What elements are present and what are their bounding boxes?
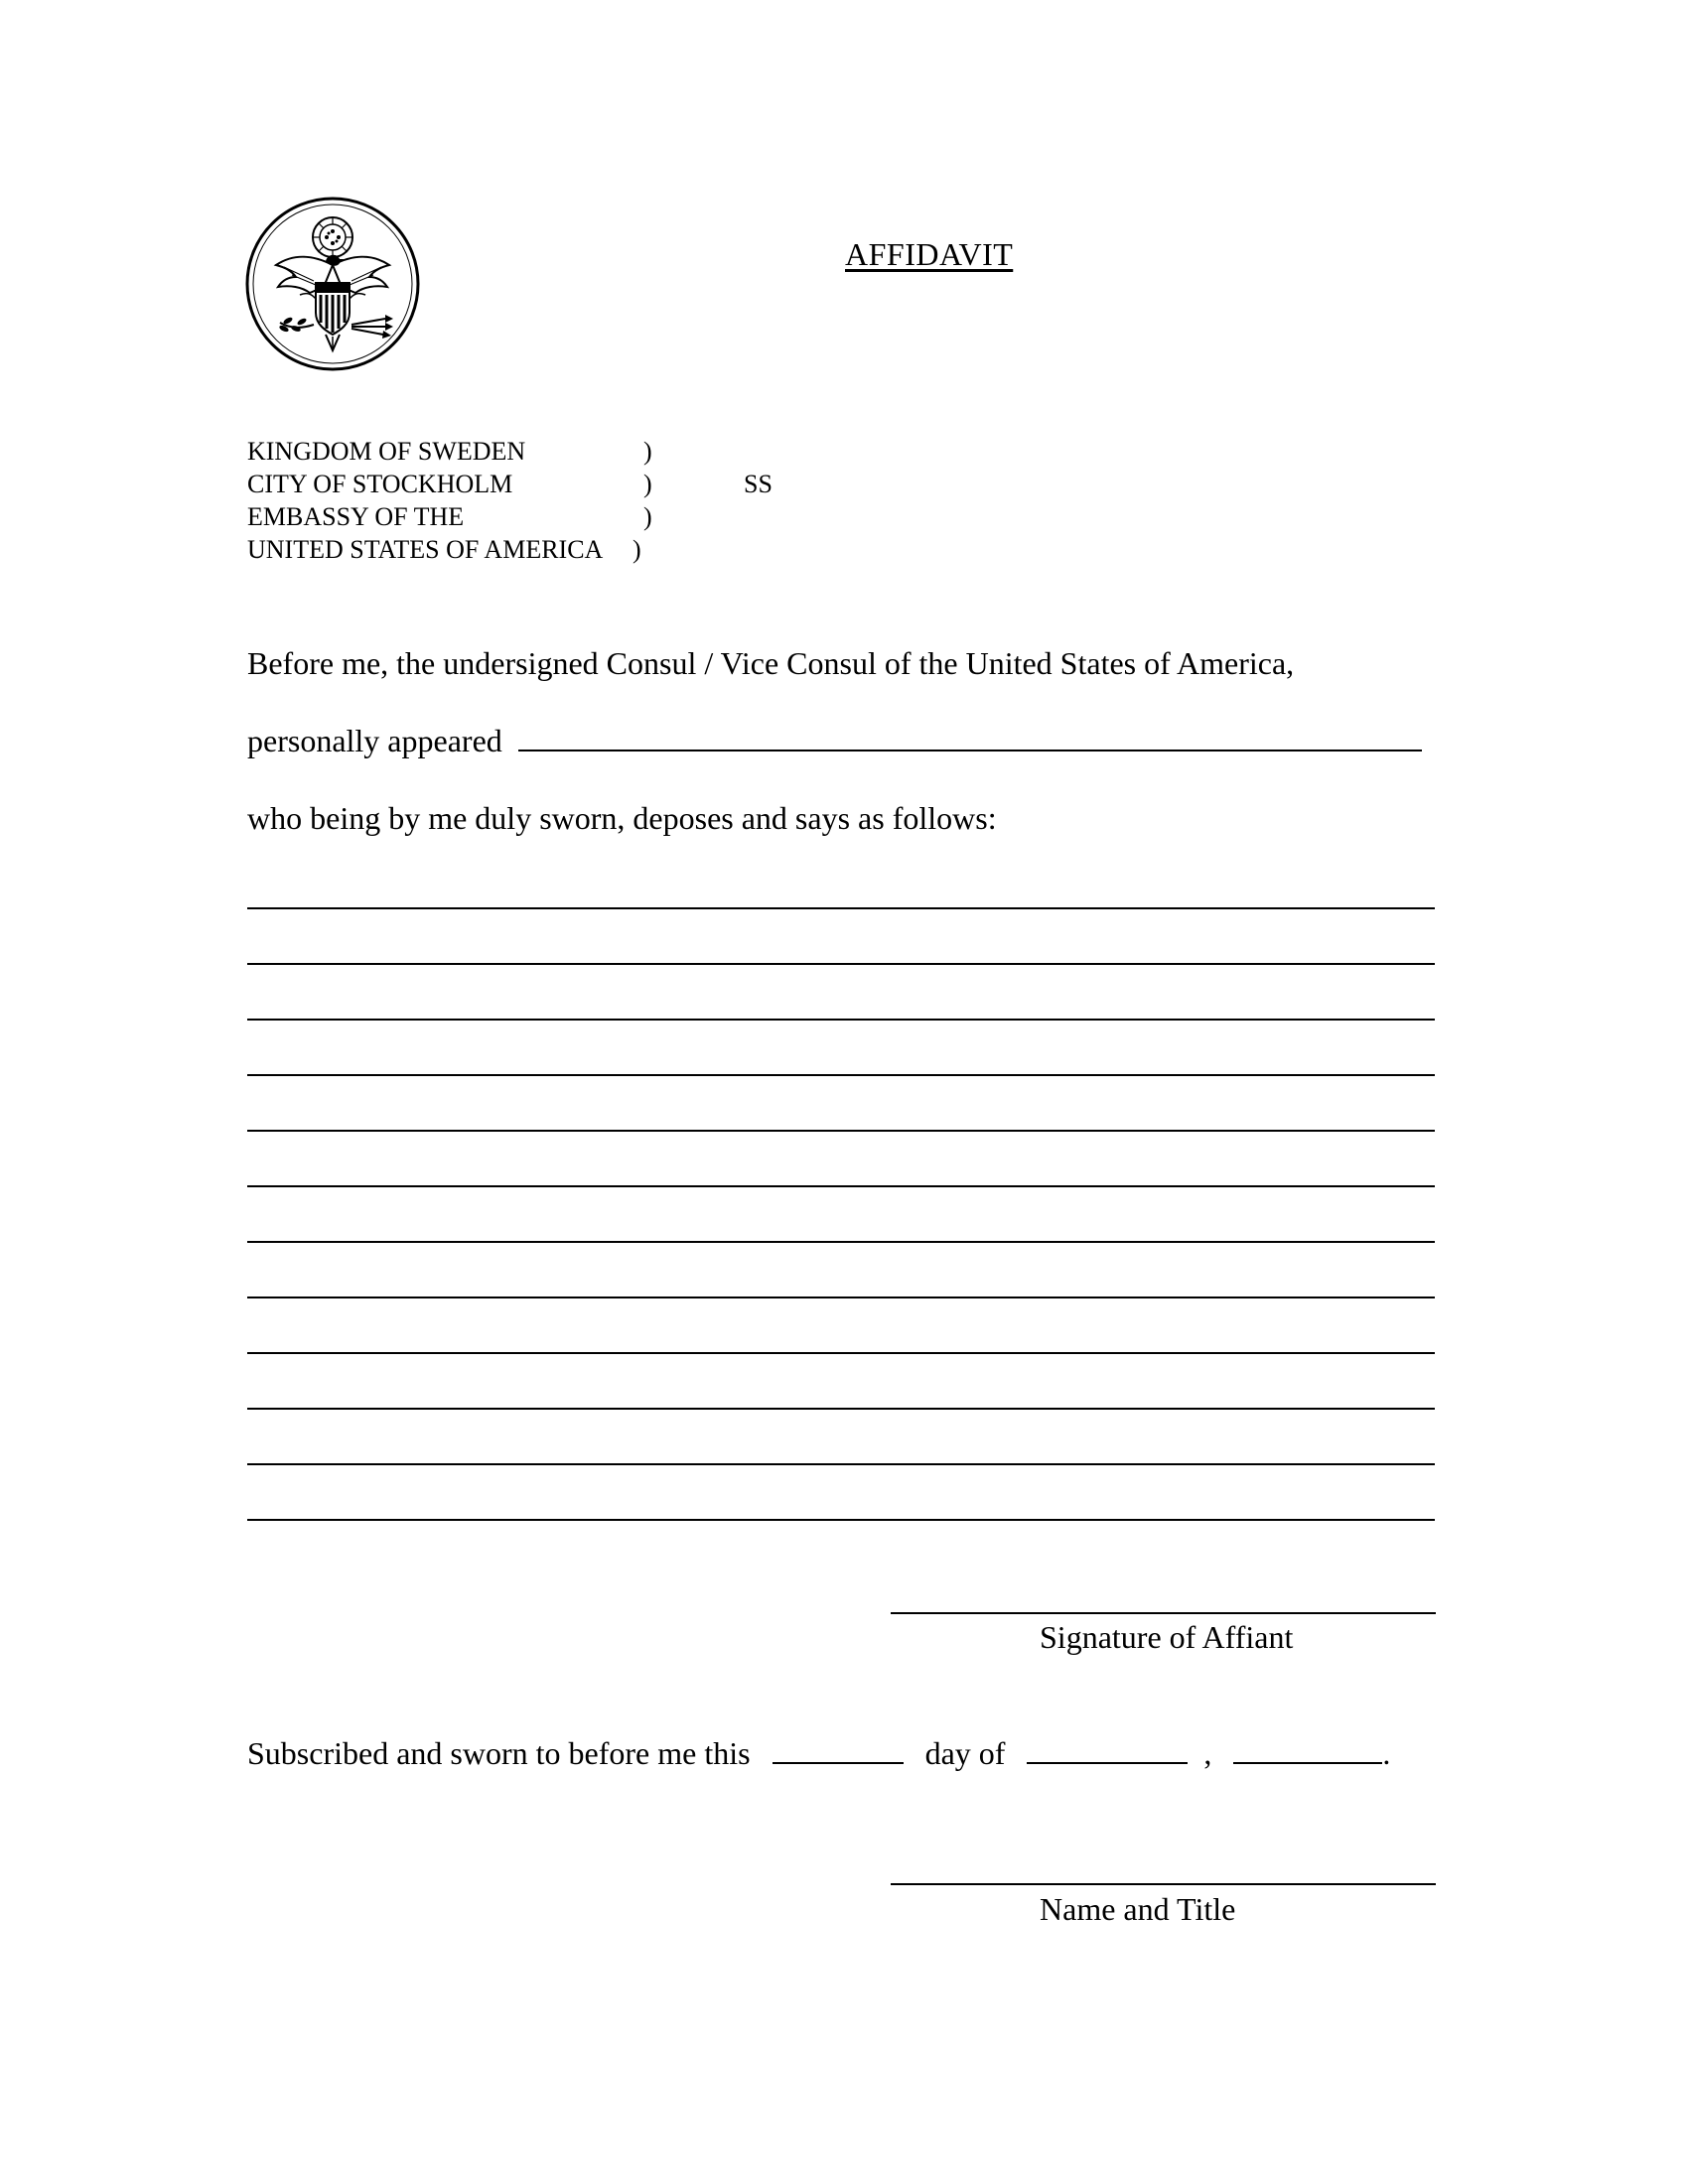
deposes-statement: who being by me duly sworn, deposes and says as follows: [247,800,997,836]
statement-line[interactable] [247,1297,1435,1298]
statement-line[interactable] [247,1019,1435,1021]
statement-line[interactable] [247,1241,1435,1243]
venue-ss: SS [744,470,773,498]
sworn-prefix: Subscribed and sworn to before me this [247,1735,751,1771]
statement-line[interactable] [247,1463,1435,1465]
consul-name-title-field[interactable] [891,1883,1436,1885]
name-and-title-label: Name and Title [1040,1891,1236,1927]
venue-paren: ) [633,535,641,564]
embassy-seal-icon [244,196,421,372]
personally-appeared-label: personally appeared [247,723,502,758]
affiant-name-field[interactable] [518,724,1422,751]
venue-city: CITY OF STOCKHOLM [247,470,513,498]
period-separator: . [1382,1735,1391,1771]
venue-paren: ) [643,470,652,498]
subscribed-sworn-line [247,1735,1390,1772]
personally-appeared-line [247,723,1422,759]
month-field[interactable] [1027,1736,1188,1764]
statement-line[interactable] [247,1408,1435,1410]
statement-line[interactable] [247,1519,1435,1521]
affiant-signature-field[interactable] [891,1612,1436,1614]
venue-paren: ) [643,437,652,466]
document-title: AFFIDAVIT [845,236,1014,272]
consul-statement: Before me, the undersigned Consul / Vice Consul of the United States of America, [247,645,1295,681]
statement-line[interactable] [247,963,1435,965]
statement-line[interactable] [247,1352,1435,1354]
day-field[interactable] [773,1736,904,1764]
statement-line[interactable] [247,1185,1435,1187]
venue-kingdom: KINGDOM OF SWEDEN [247,437,526,466]
venue-embassy: EMBASSY OF THE [247,502,465,531]
statement-line[interactable] [247,907,1435,909]
statement-line[interactable] [247,1074,1435,1076]
year-field[interactable] [1233,1736,1382,1764]
venue-country: UNITED STATES OF AMERICA [247,535,604,564]
affiant-signature-label: Signature of Affiant [1040,1619,1294,1655]
venue-paren: ) [643,502,652,531]
comma-separator: , [1203,1735,1212,1771]
day-of-label: day of [924,1735,1006,1771]
statement-line[interactable] [247,1130,1435,1132]
